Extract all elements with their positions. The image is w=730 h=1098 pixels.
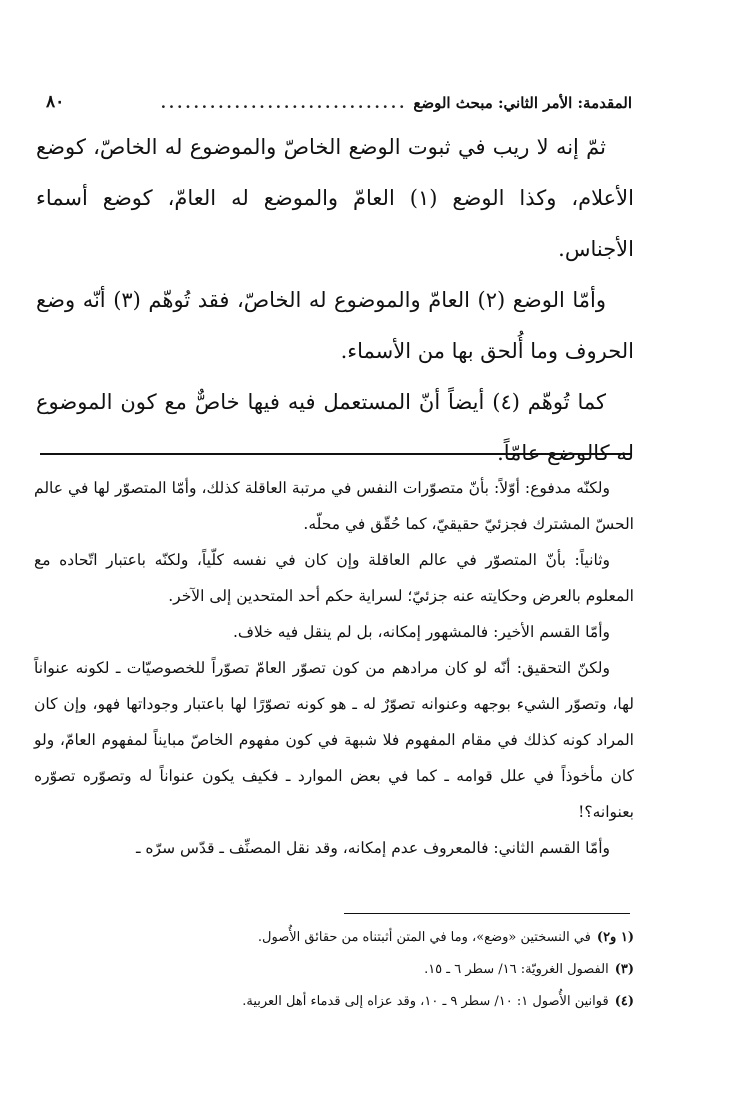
main-paragraph-2: وأمّا الوضع (٢) العامّ والموضوع له الخاصّ، فقد تُوهّم (٣) أنّه وضع الحروف وما أُلحق بها من الأسماء. [36,288,634,363]
footnotes [150,922,634,1018]
page-number: ٨٠ [46,92,65,112]
commentary-text [34,470,634,866]
footnote-number: (٤) [614,994,634,1009]
footnote-text: في النسختين «وضع»، وما في المتن أثبتناه من حقائق الأُصول. [257,930,591,945]
footnote [150,954,634,986]
commentary-paragraph-2: وثانياً: بأنّ المتصوّر في عالم العاقلة وإن كان في نفسه كلّياً، ولكنّه باعتبار اتّحاده مع المعلوم بالعرض وحكايته عنه جزئيّ؛ لسراية حكم أحد المتحدين إلى الآخر. [34,551,634,605]
commentary-paragraph-3: وأمّا القسم الأخير: فالمشهور إمكانه، بل لم ينقل فيه خلاف. [232,623,610,641]
section-divider [40,453,632,455]
commentary-paragraph-4: ولكنّ التحقيق: أنّه لو كان مرادهم من كون تصوّر العامّ تصوّراً للخصوصيّات ـ لكونه عنواناً لها، وتصوّر الشيء بوجهه وعنوانه تصوّرٌ له ـ هو كونه تصوّرًا لها باعتبار وجوداتها فهو، وإن كان المراد كونه كذلك في مقام المفهوم فلا شبهة في كون مفهوم الخاصّ مبايناً لمفهوم العامّ، ولو كان مأخوذاً في علل قوامه ـ كما في بعض الموارد ـ فكيف يكون عنواناً له وتصوّره تصوّره بعنوانه؟! [34,659,634,821]
header-dot-leader: .............................. [160,94,408,112]
main-paragraph-3: كما تُوهّم (٤) أيضاً أنّ المستعمل فيه فيها خاصٌّ مع كون الموضوع له كالوضع عامّاً. [36,390,634,465]
footnote [150,922,634,954]
footnote-rule [344,913,630,914]
footnote-text: قوانين الأُصول ١: ١٠/ سطر ٩ ـ ١٠، وقد عزاه إلى قدماء أهل العربية. [242,994,609,1009]
main-text [36,122,634,479]
footnote-number: (٣) [614,962,634,977]
commentary-paragraph-5: وأمّا القسم الثاني: فالمعروف عدم إمكانه، وقد نقل المصنِّف ـ قدّس سرّه ـ [135,839,610,857]
header-title: المقدمة: الأمر الثاني: مبحث الوضع [413,94,632,112]
footnote [150,986,634,1018]
running-header [38,86,632,112]
commentary-paragraph-1: ولكنّه مدفوع: أوّلاً: بأنّ متصوّرات النفس في مرتبة العاقلة كذلك، وأمّا المتصوّر لها في عالم الحسّ المشترك فجزئيّ حقيقيّ، كما حُقّق في محلّه. [34,479,634,533]
main-paragraph-1: ثمّ إنه لا ريب في ثبوت الوضع الخاصّ والموضوع له الخاصّ، كوضع الأعلام، وكذا الوضع (١) العامّ والموضع له العامّ، كوضع أسماء الأجناس. [36,135,634,261]
footnote-text: الفصول الغرويّة: ١٦/ سطر ٦ ـ ١٥. [424,962,609,977]
footnote-number: (١ و٢) [596,930,634,945]
